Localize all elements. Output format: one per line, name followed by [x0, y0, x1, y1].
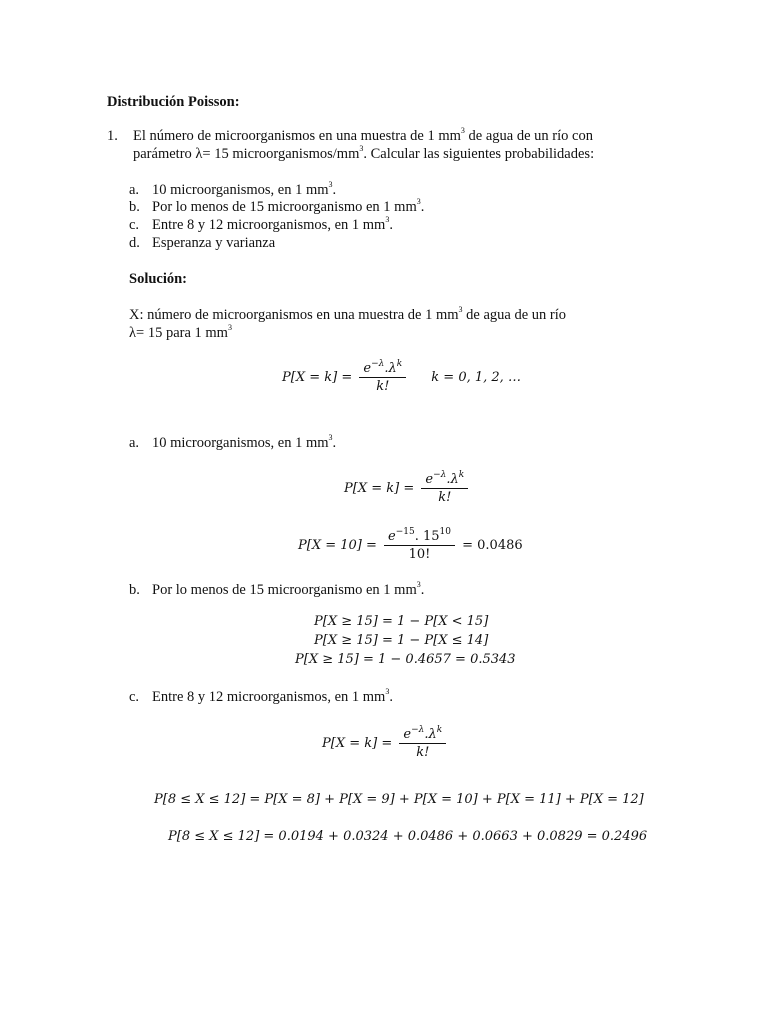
document-heading: Distribución Poisson:: [107, 94, 240, 110]
pmf-formula: P[X = k] = $\frac{e^{-\lambda}.\lambda^k}{k!}$ k = 0, 1, 2, …: [282, 359, 521, 394]
part-a-letter: a.: [129, 435, 140, 451]
part-b-line: P[X ≥ 15] = 1 − P[X < 15]: [314, 614, 489, 629]
pmf-fraction: $\frac{e^{-\lambda}.\lambda^k}{k!}$: [359, 360, 406, 395]
problem-line-2: parámetro λ= 15 microorganismos/$mm^3$. Calcular las siguientes probabilidades:: [133, 144, 595, 162]
pmf-fraction: $\frac{e^{-\lambda}.\lambda^k}{k!}$: [421, 471, 468, 506]
problem-number: 1.: [107, 128, 118, 144]
part-c-text: Entre 8 y 12 microorganismos, en 1 $mm^3$.: [152, 687, 393, 705]
part-c-value-line: P[8 ≤ X ≤ 12] = 0.0194 + 0.0324 + 0.0486 + 0.0663 + 0.0829 = 0.2496: [168, 829, 648, 844]
lambda-definition: λ= 15 para 1 $mm^3$: [129, 323, 232, 341]
problem-item-text: Esperanza y varianza: [152, 235, 276, 251]
part-b-text: Por lo menos de 15 microorganismo en 1 $mm^3$.: [152, 580, 425, 598]
problem-item-text: 10 microorganismos, en 1 $mm^3$.: [152, 180, 337, 198]
problem-item-letter: a.: [129, 182, 140, 198]
part-a-fraction: $\frac{e^{-15}. 15^{10}}{10!}$: [384, 528, 455, 563]
part-a-result: = 0.0486: [462, 537, 523, 553]
problem-item-text: Por lo menos de 15 microorganismo en 1 $mm^3$.: [152, 197, 425, 215]
part-b-letter: b.: [129, 582, 140, 598]
part-c-pmf-formula: P[X = k] = $\frac{e^{-\lambda}.\lambda^k}{k!}$: [322, 726, 449, 761]
problem-item-letter: d.: [129, 235, 140, 251]
variable-definition: X: número de microorganismos en una muestra de 1 $mm^3$ de agua de un río: [129, 305, 567, 323]
problem-item-text: Entre 8 y 12 microorganismos, en 1 $mm^3$.: [152, 215, 393, 233]
part-a-calculation: P[X = 10] = $\frac{e^{-15}. 15^{10}}{10!}$ = 0.0486: [298, 527, 523, 562]
part-b-line: P[X ≥ 15] = 1 − P[X ≤ 14]: [314, 633, 489, 648]
pmf-range: k = 0, 1, 2, …: [431, 369, 521, 385]
part-c-letter: c.: [129, 689, 140, 705]
part-b-line: P[X ≥ 15] = 1 − 0.4657 = 0.5343: [295, 652, 516, 667]
problem-line-1: El número de microorganismos en una muestra de 1 $mm^3$ de agua de un río con: [133, 126, 593, 144]
solution-title: Solución:: [129, 271, 188, 287]
problem-item-letter: c.: [129, 217, 140, 233]
pmf-fraction: $\frac{e^{-\lambda}.\lambda^k}{k!}$: [399, 726, 446, 761]
problem-item-letter: b.: [129, 199, 140, 215]
part-a-pmf-formula: P[X = k] = $\frac{e^{-\lambda}.\lambda^k}{k!}$: [344, 471, 471, 506]
part-a-text: 10 microorganismos, en 1 $mm^3$.: [152, 433, 337, 451]
part-c-sum-line: P[8 ≤ X ≤ 12] = P[X = 8] + P[X = 9] + P[X = 10] + P[X = 11] + P[X = 12]: [154, 792, 644, 807]
